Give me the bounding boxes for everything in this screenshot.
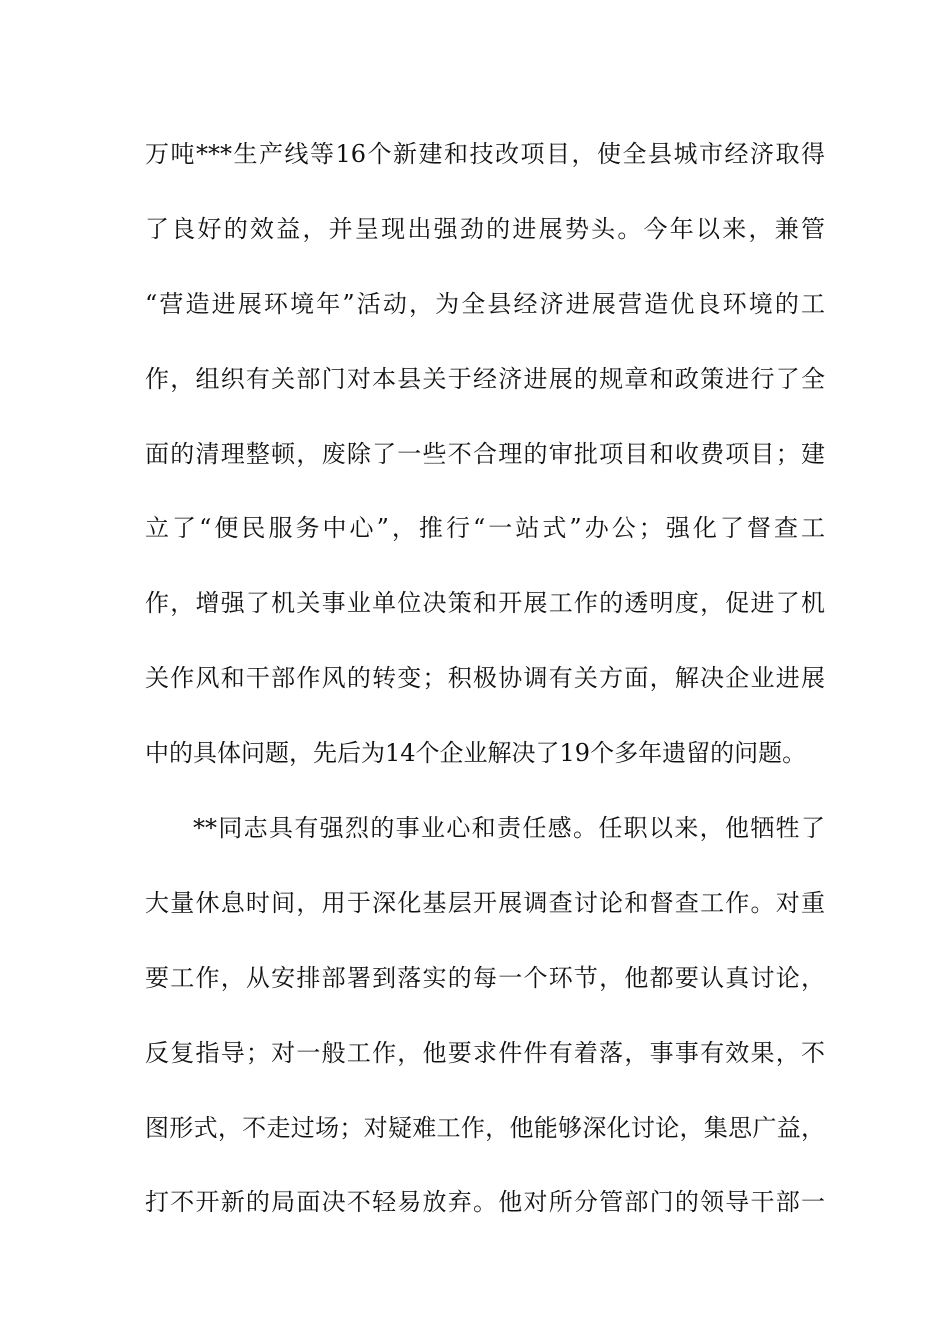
body-text: [145, 128, 825, 1251]
text-line: 作，组织有关部门对本县关于经济进展的规章和政策进行了全: [145, 364, 825, 393]
text-line: 图形式，不走过场；对疑难工作，他能够深化讨论，集思广益，: [145, 1113, 825, 1142]
text-line: 作，增强了机关事业单位决策和开展工作的透明度，促进了机: [145, 589, 825, 618]
text-line: 关作风和干部作风的转变；积极协调有关方面，解决企业进展: [145, 664, 825, 693]
text-line: 打不开新的局面决不轻易放弃。他对所分管部门的领导干部一: [145, 1188, 825, 1217]
text-line: 大量休息时间，用于深化基层开展调查讨论和督查工作。对重: [145, 888, 825, 917]
text-line: “营造进展环境年”活动，为全县经济进展营造优良环境的工: [145, 289, 825, 318]
text-line: 万吨***生产线等16个新建和技改项目，使全县城市经济取得: [145, 140, 825, 168]
text-line: 反复指导；对一般工作，他要求件件有着落，事事有效果，不: [145, 1038, 825, 1067]
text-line: 立了“便民服务中心”，推行“一站式”办公；强化了督查工: [145, 514, 825, 543]
paragraph-start-line: **同志具有强烈的事业心和责任感。任职以来，他牺牲了: [193, 814, 825, 843]
text-line: 要工作，从安排部署到落实的每一个环节，他都要认真讨论，: [145, 963, 825, 992]
paragraph-end-line: 中的具体问题，先后为14个企业解决了19个多年遗留的问题。: [145, 739, 807, 768]
text-line: 了良好的效益，并呈现出强劲的进展势头。今年以来，兼管: [145, 214, 825, 243]
text-line: 面的清理整顿，废除了一些不合理的审批项目和收费项目；建: [145, 439, 825, 468]
